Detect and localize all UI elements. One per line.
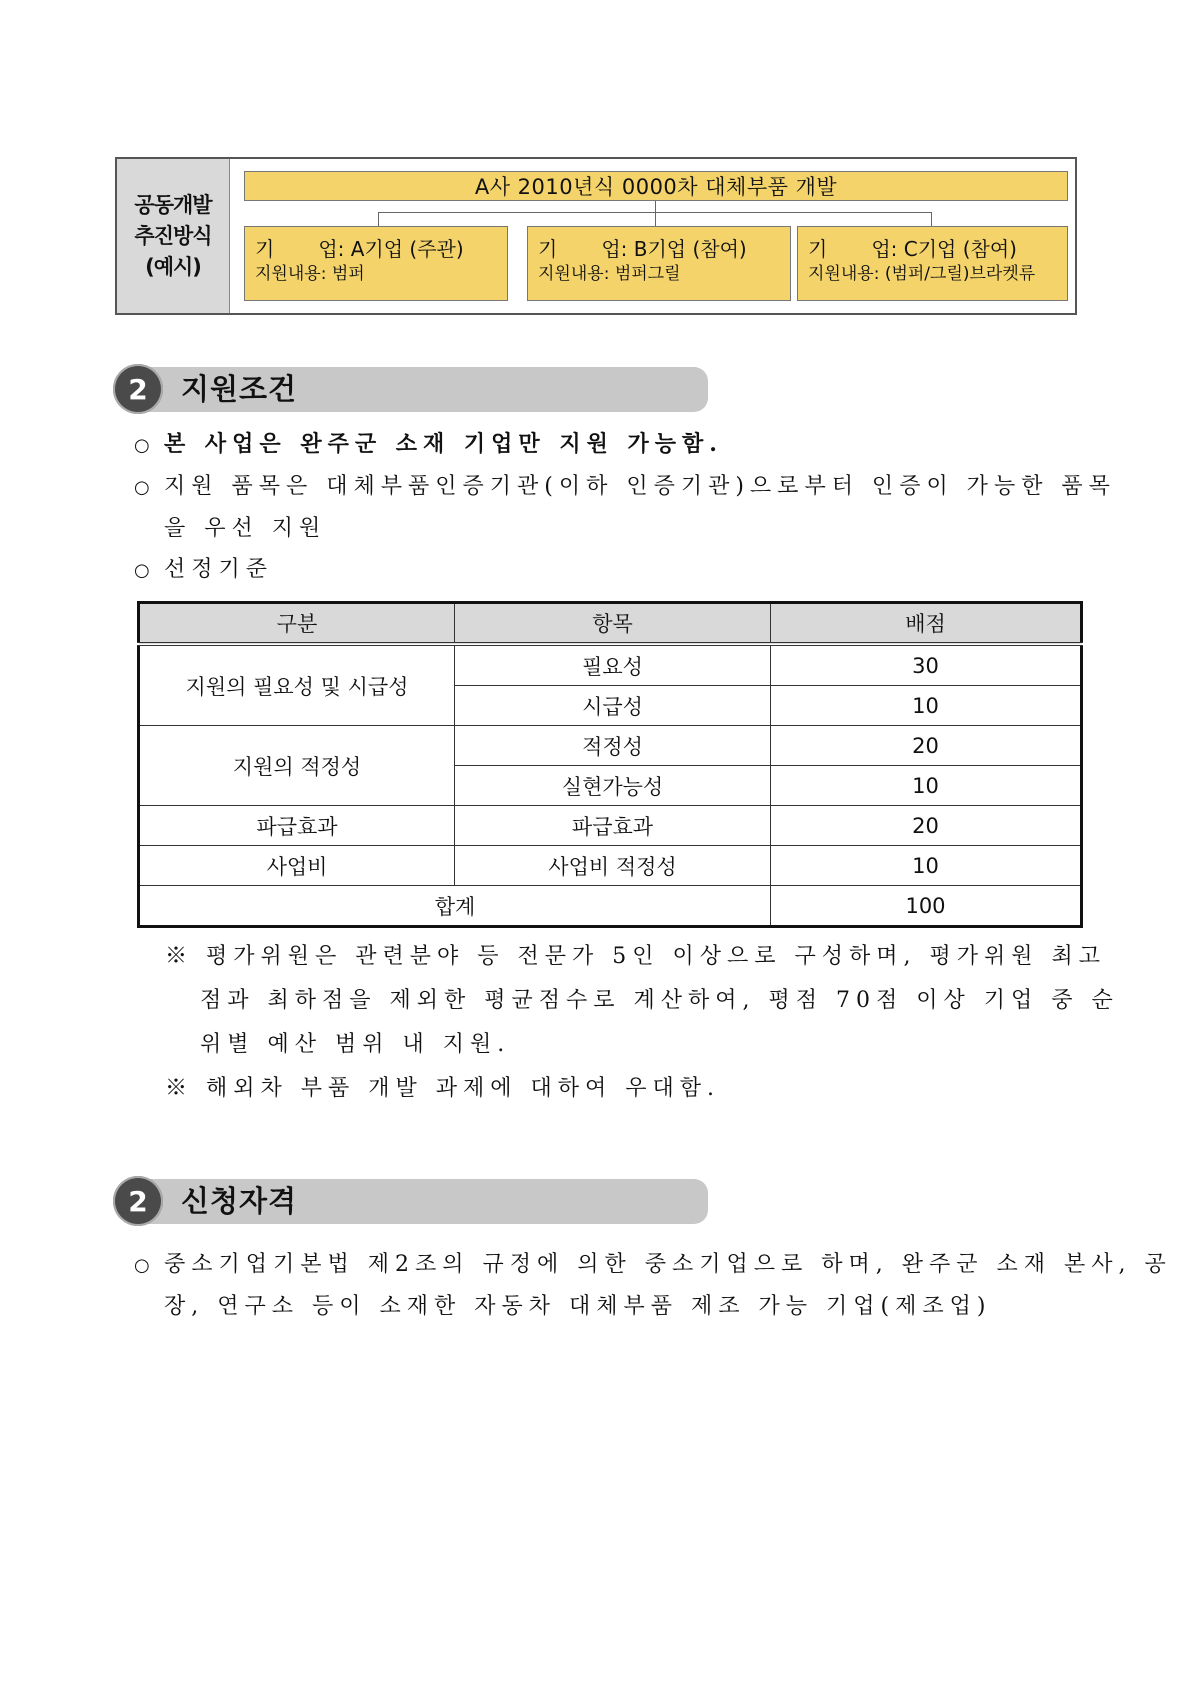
table-row [139, 644, 1082, 686]
total-score-cell: 100 [771, 886, 1082, 927]
evaluation-notes [165, 935, 1119, 1111]
list-item [134, 424, 1084, 466]
table-header-cell: 배점 [771, 603, 1082, 645]
section-number-badge: 2 [113, 364, 163, 414]
note-line: 점과 최하점을 제외한 평균점수로 계산하여, 평점 70점 이상 기업 중 순 [200, 988, 1119, 1013]
score-cell: 10 [771, 766, 1082, 806]
score-cell: 30 [771, 644, 1082, 686]
category-cell: 파급효과 [139, 806, 455, 846]
project-title-box: A사 2010년식 0000차 대체부품 개발 [244, 171, 1068, 201]
list-item-text: 중소기업기본법 제2조의 규정에 의한 중소기업으로 하며, 완주군 소재 본사, 공 [164, 1252, 1172, 1277]
list-item-continuation: 장, 연구소 등이 소재한 자동차 대체부품 제조 가능 기업(제조업) [164, 1294, 992, 1319]
table-row [139, 846, 1082, 886]
category-cell: 지원의 필요성 및 시급성 [139, 644, 455, 726]
company-prefix: 기 [538, 237, 558, 261]
table-row [139, 726, 1082, 766]
bullet-icon: ○ [134, 435, 156, 456]
section-header-eligibility [113, 1176, 708, 1226]
score-cell: 20 [771, 806, 1082, 846]
table-header-cell: 구분 [139, 603, 455, 645]
score-cell: 10 [771, 686, 1082, 726]
company-prefix: 기 [808, 237, 828, 261]
company-name: 업: B기업 (참여) [601, 237, 747, 261]
connector-vertical-c [931, 212, 932, 226]
table-header-cell: 항목 [455, 603, 771, 645]
connector-vertical-b [655, 212, 656, 226]
support-content: 지원내용: 범퍼 [255, 264, 365, 284]
item-cell: 시급성 [455, 686, 771, 726]
table-total-row [139, 886, 1082, 927]
connector-vertical-main [655, 201, 656, 212]
item-cell: 사업비 적정성 [455, 846, 771, 886]
list-item-text: 지원 품목은 대체부품인증기관(이하 인증기관)으로부터 인증이 가능한 품목 [164, 474, 1116, 499]
joint-development-box [115, 157, 1077, 315]
section-header-support-conditions [113, 364, 708, 414]
total-label-cell: 합계 [139, 886, 771, 927]
list-item [134, 466, 1116, 508]
item-cell: 필요성 [455, 644, 771, 686]
support-content: 지원내용: (범퍼/그릴)브라켓류 [808, 264, 1036, 284]
section-number-badge: 2 [113, 1176, 163, 1226]
table-header-row [139, 603, 1082, 645]
support-conditions-list [134, 424, 1116, 591]
item-cell: 파급효과 [455, 806, 771, 846]
list-item [134, 549, 1084, 591]
category-cell: 사업비 [139, 846, 455, 886]
support-content: 지원내용: 범퍼그릴 [538, 264, 681, 284]
connector-vertical-a [378, 212, 379, 226]
section-title: 신청자격 [181, 1184, 298, 1218]
note-line: 위별 예산 범위 내 지원. [200, 1032, 511, 1057]
company-name: 업: A기업 (주관) [318, 237, 464, 261]
company-card-c [797, 226, 1068, 301]
company-name: 업: C기업 (참여) [871, 237, 1017, 261]
item-cell: 적정성 [455, 726, 771, 766]
score-cell: 20 [771, 726, 1082, 766]
note-line: ※ 평가위원은 관련분야 등 전문가 5인 이상으로 구성하며, 평가위원 최고 [165, 944, 1106, 969]
company-card-b [527, 226, 791, 301]
selection-criteria-table [137, 601, 1083, 928]
eligibility-list [134, 1244, 1172, 1327]
list-item [134, 1244, 1172, 1286]
list-item-continuation: 을 우선 지원 [164, 516, 327, 541]
joint-development-diagram [230, 159, 1075, 313]
note-line: ※ 해외차 부품 개발 과제에 대하여 우대함. [165, 1076, 720, 1101]
item-cell: 실현가능성 [455, 766, 771, 806]
company-prefix: 기 [255, 237, 275, 261]
company-card-a [244, 226, 508, 301]
bullet-icon: ○ [134, 1255, 156, 1276]
label-line: 추진방식 [134, 223, 212, 248]
list-item-text: 본 사업은 완주군 소재 기업만 지원 가능함. [164, 431, 723, 457]
bullet-icon: ○ [134, 477, 156, 498]
label-line: 공동개발 [134, 192, 212, 217]
table-row [139, 806, 1082, 846]
label-line: (예시) [145, 254, 201, 279]
section-title: 지원조건 [181, 372, 298, 406]
bullet-icon: ○ [134, 560, 156, 581]
list-item-text: 선정기준 [164, 557, 274, 582]
category-cell: 지원의 적정성 [139, 726, 455, 806]
joint-development-label [117, 159, 230, 313]
score-cell: 10 [771, 846, 1082, 886]
